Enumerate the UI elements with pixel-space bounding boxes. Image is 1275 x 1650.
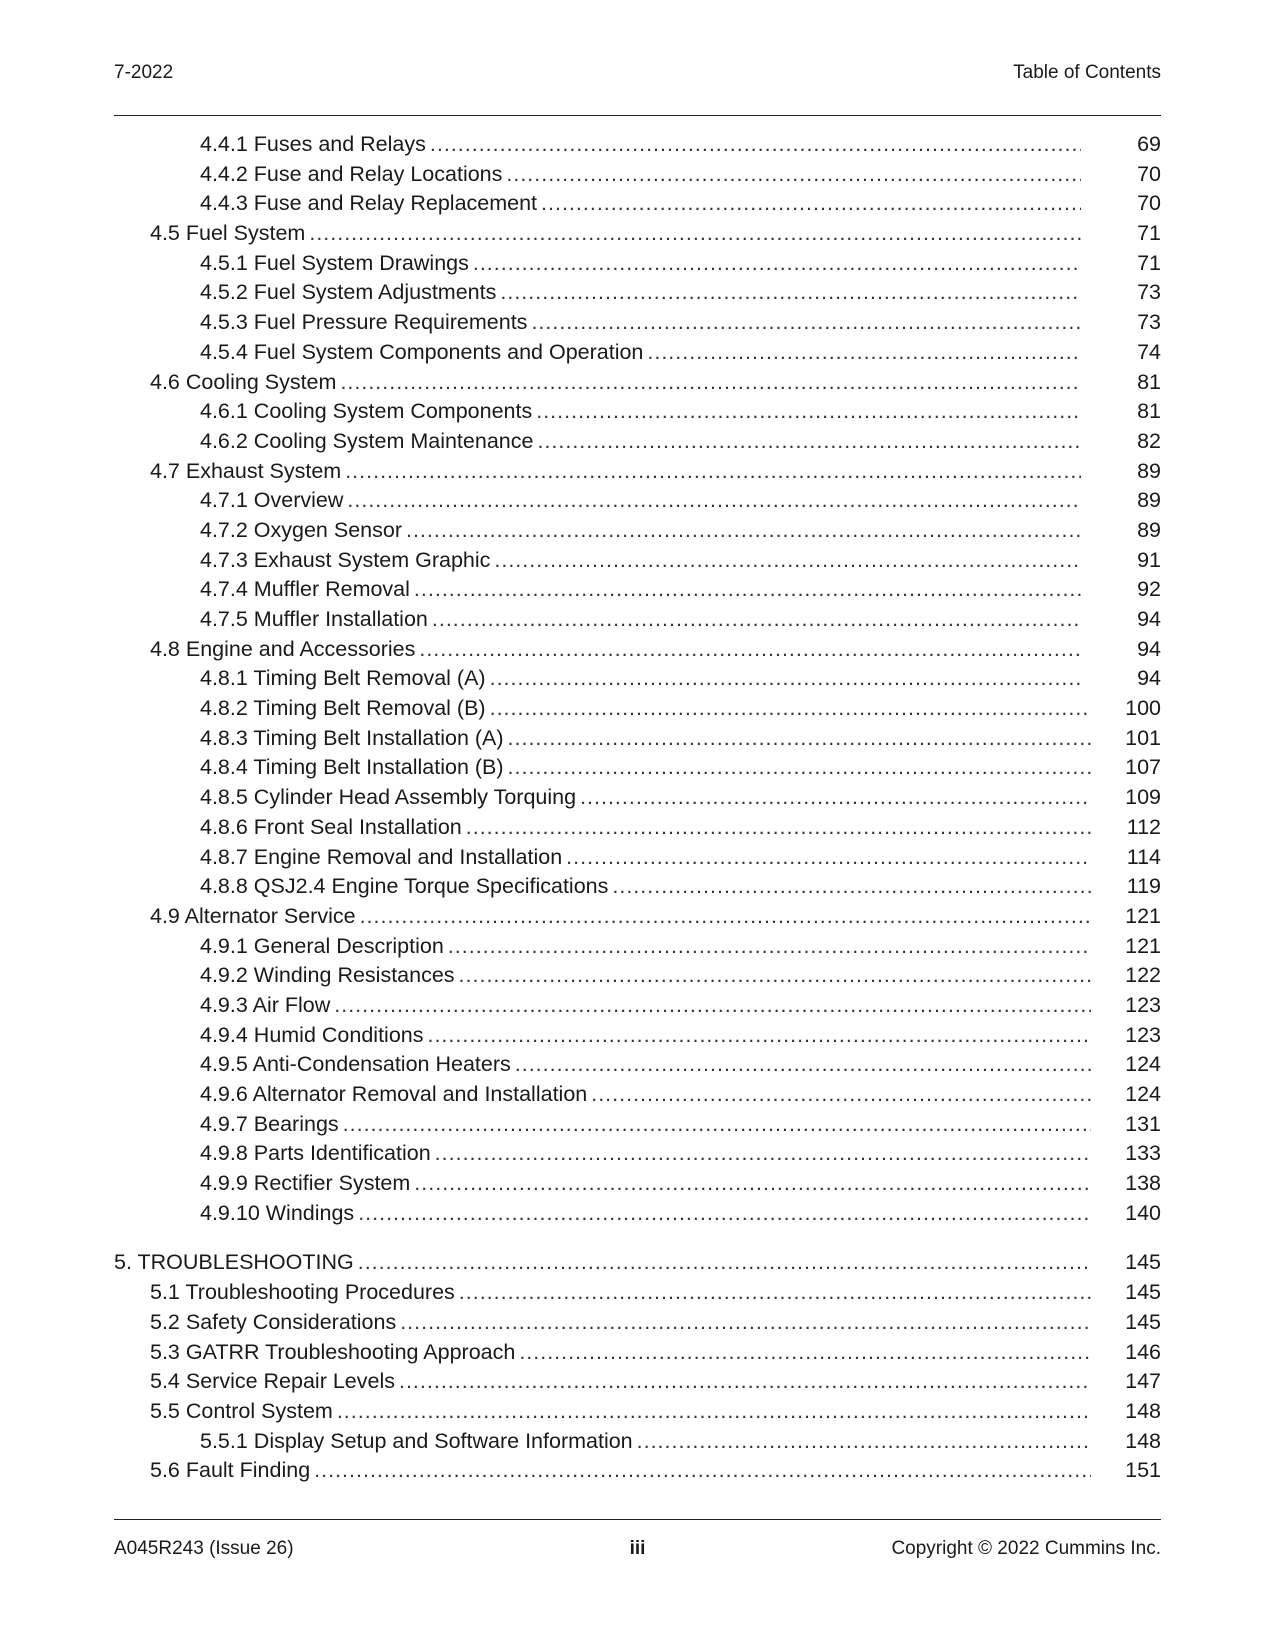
toc-entry[interactable]: [114, 872, 1161, 902]
dot-leader: [334, 991, 1091, 1021]
toc-entry-page: 138: [1125, 1171, 1161, 1196]
footer-doc-id: A045R243 (Issue 26): [114, 1538, 294, 1559]
toc-entry-label: 4.4.2 Fuse and Relay Locations: [200, 161, 503, 186]
toc-entry[interactable]: [114, 1050, 1161, 1080]
toc-entry-line: [200, 338, 1081, 368]
dot-leader: [531, 308, 1081, 338]
toc-entry-line: [200, 516, 1081, 546]
dot-leader: [360, 902, 1091, 932]
toc-entry[interactable]: [114, 1021, 1161, 1051]
toc-entry-line: [200, 278, 1081, 308]
toc-entry-label: 4.6 Cooling System: [150, 369, 337, 394]
toc-entry-page: 73: [1137, 310, 1161, 335]
toc-entry-page: 74: [1137, 339, 1161, 364]
toc-entry-page: 69: [1137, 132, 1161, 156]
toc-entry-label: 4.9.9 Rectifier System: [200, 1171, 411, 1196]
toc-entry-label: 4.8 Engine and Accessories: [150, 636, 416, 661]
toc-entry-line: [200, 1427, 1091, 1457]
dot-leader: [430, 130, 1081, 160]
toc-entry-label: 4.5.4 Fuel System Components and Operation: [200, 339, 644, 364]
toc-entry-line: [150, 1367, 1091, 1397]
toc-entry-line: [200, 249, 1081, 279]
toc-entry-page: 123: [1125, 1022, 1161, 1047]
toc-entry-page: 71: [1137, 250, 1161, 275]
toc-entry[interactable]: [114, 1427, 1161, 1457]
toc-entry-page: 148: [1125, 1428, 1161, 1453]
toc-entry-label: 4.9.6 Alternator Removal and Installation: [200, 1082, 588, 1106]
dot-leader: [345, 457, 1081, 487]
toc-entry-line: [200, 991, 1091, 1021]
toc-entry-label: 4.4.3 Fuse and Relay Replacement: [200, 191, 538, 216]
toc-entry[interactable]: [114, 338, 1161, 368]
toc-entry-page: 147: [1125, 1369, 1161, 1394]
toc-entry[interactable]: [114, 1308, 1161, 1338]
toc-entry-line: [200, 872, 1091, 902]
dot-leader: [427, 1021, 1091, 1051]
dot-leader: [347, 486, 1081, 516]
toc-entry-page: 112: [1126, 814, 1161, 839]
toc-entry-label: 4.7.5 Muffler Installation: [200, 607, 428, 631]
dot-leader: [309, 219, 1081, 249]
dot-leader: [506, 160, 1081, 190]
dot-leader: [473, 249, 1081, 279]
toc-entry-line: [200, 575, 1081, 605]
toc-entry-label: 4.5.2 Fuel System Adjustments: [200, 280, 497, 305]
dot-leader: [515, 1050, 1091, 1080]
toc-entry-line: [200, 1199, 1091, 1229]
toc-entry-page: 81: [1137, 369, 1161, 394]
dot-leader: [358, 1199, 1091, 1229]
toc-entry-page: 94: [1137, 607, 1161, 631]
toc-entry-label: 4.9.1 General Description: [200, 933, 444, 958]
toc-entry-label: 5.4 Service Repair Levels: [150, 1369, 395, 1394]
toc-entry[interactable]: [114, 724, 1161, 754]
toc-entry[interactable]: [114, 1248, 1161, 1278]
toc-entry-page: 91: [1137, 547, 1161, 572]
toc-entry[interactable]: [114, 397, 1161, 427]
dot-leader: [519, 1338, 1091, 1368]
toc-entry-label: 4.6.1 Cooling System Components: [200, 399, 533, 424]
footer-copyright: Copyright © 2022 Cummins Inc.: [891, 1538, 1161, 1559]
toc-entry-page: 109: [1125, 785, 1161, 810]
toc-entry-label: 4.8.3 Timing Belt Installation (A): [200, 725, 504, 750]
toc-entry-page: 133: [1125, 1141, 1161, 1166]
toc-entry-page: 100: [1125, 696, 1161, 721]
toc-entry-label: 4.8.2 Timing Belt Removal (B): [200, 696, 486, 721]
toc-entry-page: 119: [1126, 874, 1161, 899]
dot-leader: [647, 338, 1081, 368]
toc-entry[interactable]: [114, 1139, 1161, 1169]
toc-entry-label: 4.8.7 Engine Removal and Installation: [200, 844, 563, 869]
toc-entry-line: [200, 813, 1091, 843]
toc-entry-label: 4.9.7 Bearings: [200, 1111, 339, 1136]
toc-entry-label: 4.7.4 Muffler Removal: [200, 577, 410, 602]
toc-entry[interactable]: [114, 961, 1161, 991]
toc-entry-line: [150, 1338, 1091, 1368]
toc-entry-line: [200, 546, 1081, 576]
toc-entry-page: 82: [1137, 428, 1161, 453]
toc-entry-line: [150, 1308, 1091, 1338]
toc-entry[interactable]: [114, 486, 1161, 516]
toc-entry[interactable]: [114, 130, 1161, 160]
dot-leader: [414, 575, 1081, 605]
toc-entry-line: [200, 1169, 1091, 1199]
toc-entry-label: 5.2 Safety Considerations: [150, 1309, 397, 1334]
toc-entry[interactable]: [114, 308, 1161, 338]
toc-entry-page: 89: [1137, 488, 1161, 513]
dot-leader: [459, 1278, 1091, 1308]
toc-entry-label: 5. TROUBLESHOOTING: [114, 1250, 354, 1275]
toc-entry-page: 131: [1125, 1111, 1161, 1136]
toc-entry-page: 140: [1125, 1200, 1161, 1225]
toc-entry-page: 94: [1137, 636, 1161, 661]
toc-entry-label: 4.8.8 QSJ2.4 Engine Torque Specifications: [200, 874, 609, 899]
toc-entry[interactable]: [114, 368, 1161, 398]
toc-entry-line: [150, 457, 1081, 487]
toc-entry-page: 146: [1125, 1339, 1161, 1364]
toc-entry-page: 148: [1125, 1398, 1161, 1423]
toc-entry-label: 4.8.5 Cylinder Head Assembly Torquing: [200, 785, 577, 810]
toc-entry[interactable]: [114, 902, 1161, 932]
toc-entry-line: [200, 1110, 1091, 1140]
dot-leader: [459, 961, 1091, 991]
footer-page-number: iii: [629, 1538, 646, 1559]
toc-entry-line: [200, 605, 1081, 635]
toc-entry-line: [150, 635, 1081, 665]
toc-entry[interactable]: [114, 427, 1161, 457]
dot-leader: [399, 1367, 1091, 1397]
toc-entry[interactable]: [114, 1456, 1161, 1486]
toc-entry[interactable]: [114, 1199, 1161, 1229]
toc-entry-label: 4.4.1 Fuses and Relays: [200, 132, 426, 156]
toc-entry-label: 4.9.4 Humid Conditions: [200, 1022, 424, 1047]
toc-entry-line: [150, 219, 1081, 249]
toc-entry-page: 101: [1125, 725, 1161, 750]
toc-entry-page: 145: [1125, 1280, 1161, 1305]
toc-entry[interactable]: [114, 753, 1161, 783]
toc-entry[interactable]: [114, 843, 1161, 873]
toc-entry-label: 4.5.1 Fuel System Drawings: [200, 250, 469, 275]
toc-entry-label: 4.9.5 Anti-Condensation Heaters: [200, 1052, 511, 1077]
toc-entry-line: [150, 1278, 1091, 1308]
toc-entry-page: 121: [1125, 903, 1161, 928]
toc-entry[interactable]: [114, 783, 1161, 813]
toc-entry-label: 5.1 Troubleshooting Procedures: [150, 1280, 455, 1305]
toc-entry-line: [200, 397, 1081, 427]
toc-entry-label: 4.9.3 Air Flow: [200, 992, 331, 1017]
toc-entry[interactable]: [114, 1338, 1161, 1368]
toc-entry-page: 122: [1125, 963, 1161, 988]
toc-entry-label: 4.8.6 Front Seal Installation: [200, 814, 462, 839]
dot-leader: [494, 546, 1081, 576]
toc-entry-line: [200, 1021, 1091, 1051]
toc-entry-page: 73: [1137, 280, 1161, 305]
toc-entry[interactable]: [114, 1080, 1161, 1110]
toc-entry-line: [114, 1248, 1091, 1278]
toc-entry-line: [200, 694, 1091, 724]
toc-entry-line: [200, 961, 1091, 991]
dot-leader: [612, 872, 1091, 902]
toc-entry[interactable]: [114, 160, 1161, 190]
toc-entry-page: 145: [1125, 1309, 1161, 1334]
table-of-contents: [114, 130, 1161, 1486]
toc-entry-line: [150, 902, 1091, 932]
toc-entry-label: 4.9.8 Parts Identification: [200, 1141, 431, 1166]
toc-entry-label: 4.5.3 Fuel Pressure Requirements: [200, 310, 528, 335]
toc-entry[interactable]: [114, 991, 1161, 1021]
toc-entry-line: [200, 130, 1081, 160]
dot-leader: [508, 724, 1091, 754]
toc-entry-label: 4.9.10 Windings: [200, 1200, 355, 1225]
footer-divider: [114, 1519, 1161, 1520]
toc-entry-page: 89: [1137, 458, 1161, 483]
toc-entry-label: 4.6.2 Cooling System Maintenance: [200, 428, 534, 453]
toc-entry-line: [200, 160, 1081, 190]
dot-leader: [466, 813, 1091, 843]
toc-entry-label: 4.9 Alternator Service: [150, 903, 356, 928]
toc-entry-label: 4.7.1 Overview: [200, 488, 344, 513]
toc-entry-page: 70: [1137, 161, 1161, 186]
toc-entry-line: [200, 308, 1081, 338]
toc-entry-line: [200, 1050, 1091, 1080]
dot-leader: [448, 932, 1091, 962]
toc-entry[interactable]: [114, 249, 1161, 279]
toc-entry-page: 151: [1125, 1458, 1161, 1483]
toc-entry-label: 5.5 Control System: [150, 1398, 333, 1423]
dot-leader: [406, 516, 1081, 546]
toc-entry-label: 4.7 Exhaust System: [150, 458, 342, 483]
toc-entry-label: 4.7.2 Oxygen Sensor: [200, 517, 402, 542]
toc-entry-page: 71: [1137, 221, 1161, 246]
toc-entry-line: [200, 753, 1091, 783]
dot-leader: [536, 397, 1081, 427]
header-divider: [114, 115, 1161, 116]
toc-entry-page: 107: [1125, 755, 1161, 780]
dot-leader: [414, 1169, 1091, 1199]
toc-entry[interactable]: [114, 813, 1161, 843]
toc-entry-label: 4.8.4 Timing Belt Installation (B): [200, 755, 504, 780]
toc-entry-page: 81: [1137, 399, 1161, 424]
toc-entry-label: 4.5 Fuel System: [150, 221, 306, 246]
toc-entry-line: [200, 664, 1081, 694]
dot-leader: [541, 189, 1081, 219]
toc-entry-line: [200, 1080, 1091, 1110]
dot-leader: [314, 1456, 1091, 1486]
toc-entry-page: 94: [1137, 666, 1161, 691]
toc-entry-page: 124: [1125, 1082, 1161, 1106]
toc-entry-page: 92: [1137, 577, 1161, 602]
dot-leader: [337, 1397, 1091, 1427]
toc-entry-line: [150, 1456, 1091, 1486]
toc-entry[interactable]: [114, 546, 1161, 576]
toc-entry[interactable]: [114, 694, 1161, 724]
dot-leader: [508, 753, 1091, 783]
header-title: Table of Contents: [1013, 62, 1161, 83]
toc-entry-label: 5.5.1 Display Setup and Software Information: [200, 1428, 633, 1453]
toc-entry-label: 5.3 GATRR Troubleshooting Approach: [150, 1339, 516, 1364]
toc-entry[interactable]: [114, 278, 1161, 308]
dot-leader: [490, 664, 1081, 694]
toc-entry[interactable]: [114, 189, 1161, 219]
toc-entry[interactable]: [114, 932, 1161, 962]
toc-entry-page: 145: [1125, 1250, 1161, 1275]
toc-entry-line: [150, 368, 1081, 398]
section-spacer: [114, 1228, 1161, 1248]
toc-entry-page: 123: [1125, 992, 1161, 1017]
dot-leader: [432, 605, 1081, 635]
header-date: 7-2022: [114, 62, 174, 83]
toc-entry-page: 121: [1125, 933, 1161, 958]
toc-entry-label: 4.7.3 Exhaust System Graphic: [200, 547, 491, 572]
dot-leader: [537, 427, 1081, 457]
toc-entry-line: [150, 1397, 1091, 1427]
toc-entry-line: [200, 843, 1091, 873]
toc-entry-label: 5.6 Fault Finding: [150, 1458, 311, 1483]
toc-entry-line: [200, 189, 1081, 219]
toc-entry[interactable]: [114, 219, 1161, 249]
dot-leader: [591, 1080, 1091, 1110]
toc-entry[interactable]: [114, 457, 1161, 487]
dot-leader: [419, 635, 1081, 665]
toc-entry-page: 124: [1125, 1052, 1161, 1077]
toc-entry[interactable]: [114, 1367, 1161, 1397]
dot-leader: [340, 368, 1081, 398]
toc-entry-line: [200, 783, 1091, 813]
page-header: [114, 62, 1161, 92]
toc-entry[interactable]: [114, 1278, 1161, 1308]
toc-entry[interactable]: [114, 1169, 1161, 1199]
toc-entry[interactable]: [114, 575, 1161, 605]
dot-leader: [500, 278, 1081, 308]
dot-leader: [358, 1248, 1091, 1278]
toc-entry[interactable]: [114, 664, 1161, 694]
dot-leader: [637, 1427, 1091, 1457]
dot-leader: [343, 1110, 1091, 1140]
toc-entry[interactable]: [114, 1397, 1161, 1427]
dot-leader: [566, 843, 1091, 873]
toc-entry-label: 4.8.1 Timing Belt Removal (A): [200, 666, 486, 691]
toc-entry[interactable]: [114, 1110, 1161, 1140]
toc-entry-page: 114: [1126, 844, 1161, 869]
toc-entry-page: 70: [1137, 191, 1161, 216]
toc-entry-line: [200, 932, 1091, 962]
toc-entry-line: [200, 486, 1081, 516]
toc-entry[interactable]: [114, 635, 1161, 665]
toc-entry-line: [200, 1139, 1091, 1169]
dot-leader: [580, 783, 1091, 813]
toc-entry-line: [200, 427, 1081, 457]
toc-entry-label: 4.9.2 Winding Resistances: [200, 963, 455, 988]
toc-entry[interactable]: [114, 605, 1161, 635]
toc-entry-line: [200, 724, 1091, 754]
dot-leader: [490, 694, 1091, 724]
dot-leader: [435, 1139, 1091, 1169]
dot-leader: [400, 1308, 1091, 1338]
toc-entry[interactable]: [114, 516, 1161, 546]
page-footer: [114, 1538, 1161, 1568]
toc-entry-page: 89: [1137, 517, 1161, 542]
